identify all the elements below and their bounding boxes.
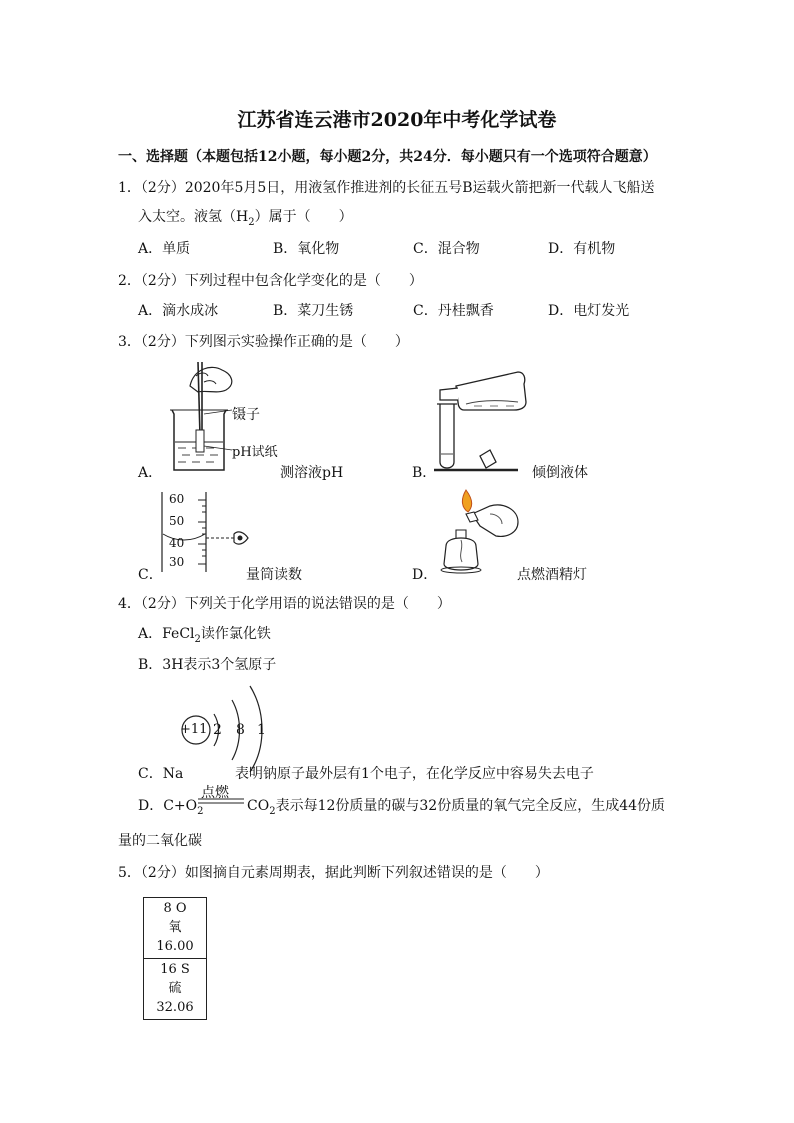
q3-option-b-caption: 倾倒液体 bbox=[532, 465, 588, 481]
tick-40: 40 bbox=[169, 536, 185, 550]
q3-option-a[interactable]: A． bbox=[138, 465, 163, 481]
tick-30: 30 bbox=[169, 555, 185, 569]
element-sulfur bbox=[144, 959, 206, 1019]
q2-option-c[interactable]: C．丹桂飘香 bbox=[413, 303, 494, 319]
q4-option-c[interactable]: C．Na bbox=[138, 766, 184, 782]
q3-option-d[interactable]: D． bbox=[412, 567, 438, 583]
q1-option-a[interactable]: A．单质 bbox=[138, 241, 191, 257]
q1-line2: 入太空。液氢$(H_2)$属于（ ） bbox=[138, 209, 353, 228]
q4-option-a[interactable]: A．FeCl$_2$读作氯化铁 bbox=[138, 626, 271, 645]
q4-option-d-line2: 量的二氧化碳 bbox=[118, 833, 202, 849]
q1-option-c[interactable]: C．混合物 bbox=[413, 241, 480, 257]
reaction-condition: 点燃 bbox=[201, 785, 229, 801]
q3-option-d-caption: 点燃酒精灯 bbox=[517, 567, 587, 583]
atom-shell-1: 2 bbox=[213, 722, 222, 738]
q3-option-a-caption: 测溶液pH bbox=[280, 465, 344, 481]
q2-option-a[interactable]: A．滴水成冰 bbox=[138, 303, 219, 319]
reaction-arrow bbox=[196, 797, 246, 805]
q1-option-b[interactable]: B．氧化物 bbox=[273, 241, 340, 257]
ph-paper-label: pH试纸 bbox=[232, 445, 278, 460]
q3-option-c[interactable]: C． bbox=[138, 567, 163, 583]
atom-nucleus: +11 bbox=[180, 722, 208, 737]
q3-line1: 3．（2分）下列图示实验操作正确的是（ ） bbox=[118, 334, 409, 350]
q2-option-b[interactable]: B．菜刀生锈 bbox=[273, 303, 354, 319]
alcohol-lamp-figure bbox=[432, 484, 528, 576]
q3-option-b[interactable]: B． bbox=[412, 465, 437, 481]
q4-option-d-text: $CO_2$表示每12份质量的碳与32份质量的氧气完全反应，生成44份质 bbox=[247, 798, 666, 817]
q5-line1: 5．（2分）如图摘自元素周期表，据此判断下列叙述错误的是（ ） bbox=[118, 865, 549, 881]
q3-option-c-caption: 量筒读数 bbox=[246, 567, 302, 583]
tick-60: 60 bbox=[169, 492, 185, 506]
section-header: 一、选择题（本题包括12小题，每小题2分，共24分．每小题只有一个选项符合题意） bbox=[118, 149, 657, 165]
sulfur-number-symbol: 16 S bbox=[160, 962, 190, 977]
q4-option-c-text: 表明钠原子最外层有1个电子，在化学反应中容易失去电子 bbox=[235, 766, 594, 782]
oxygen-number-symbol: 8 O bbox=[163, 901, 187, 916]
oxygen-name: 氧 bbox=[168, 920, 182, 935]
q4-option-d[interactable]: D．$C+O_2$ bbox=[138, 798, 204, 817]
q1-option-d[interactable]: D．有机物 bbox=[548, 241, 616, 257]
tweezers-label: 镊子 bbox=[232, 407, 260, 423]
sulfur-mass: 32.06 bbox=[156, 1000, 194, 1015]
oxygen-mass: 16.00 bbox=[156, 939, 194, 954]
q2-option-d[interactable]: D．电灯发光 bbox=[548, 303, 630, 319]
q1-line1: 1．（2分）2020年5月5日，用液氢作推进剂的长征五号B运载火箭把新一代载人飞船送 bbox=[118, 180, 655, 196]
pouring-liquid-figure bbox=[430, 366, 530, 474]
element-oxygen bbox=[144, 898, 206, 959]
page-title: 江苏省连云港市2020年中考化学试卷 bbox=[237, 109, 557, 131]
tick-50: 50 bbox=[169, 514, 185, 528]
atom-shell-2: 8 bbox=[236, 722, 245, 738]
q4-line1: 4．（2分）下列关于化学用语的说法错误的是（ ） bbox=[118, 596, 451, 612]
q2-line1: 2．（2分）下列过程中包含化学变化的是（ ） bbox=[118, 273, 423, 289]
sulfur-name: 硫 bbox=[168, 981, 182, 996]
q4-option-b[interactable]: B．3H表示3个氢原子 bbox=[138, 657, 277, 673]
periodic-table-excerpt bbox=[143, 897, 207, 1020]
atom-shell-3: 1 bbox=[257, 722, 266, 738]
